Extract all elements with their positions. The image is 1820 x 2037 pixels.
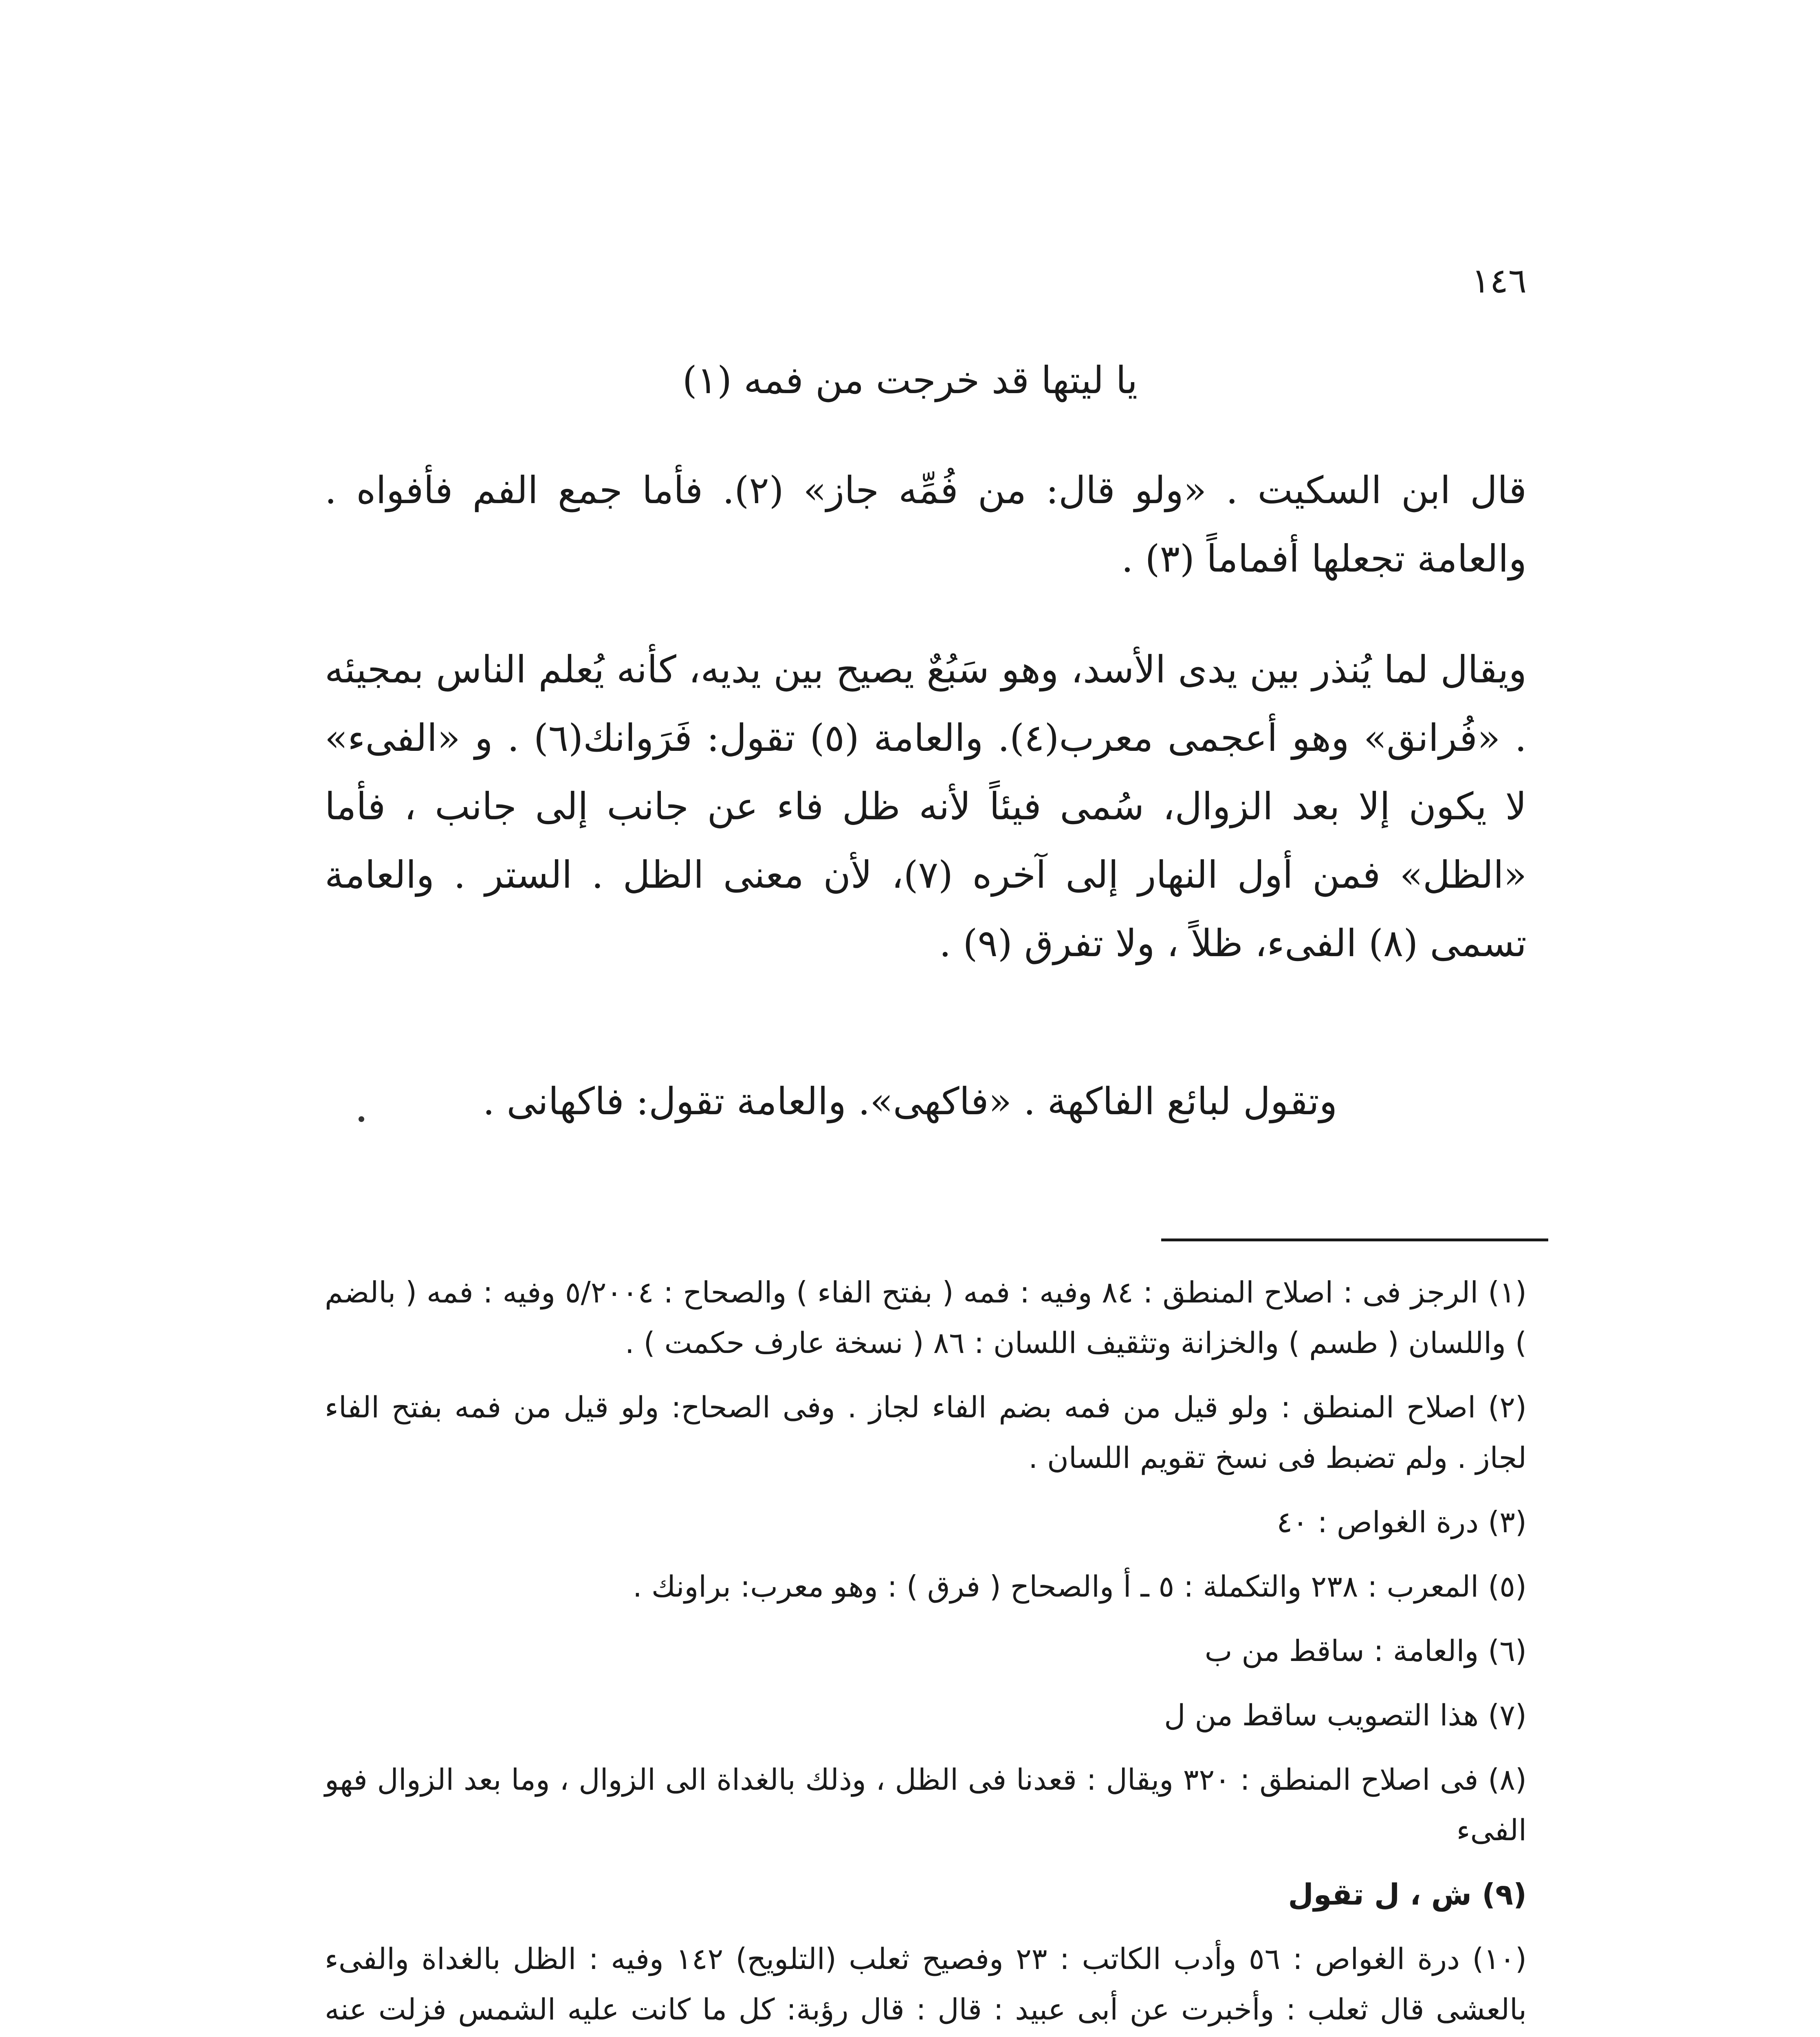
paragraph-1: قال ابن السكيت . «ولو قال: من فُمِّه جاز» (٢). فأما جمع الفم فأفواه . والعامة تجعلها أفماماً (٣) . <box>325 469 1527 581</box>
footnote-number: (١٠) <box>1472 1942 1527 1976</box>
footnote-6 <box>325 1626 1527 1676</box>
footnote-separator <box>1161 1238 1548 1241</box>
verse-line: يا ليتها قد خرجت من فمه (١) <box>682 359 1138 402</box>
footnote-8 <box>325 1754 1527 1855</box>
footnote-text: فى اصلاح المنطق : ٣٢٠ ويقال : قعدنا فى الظل ، وذلك بالغداة الى الزوال ، وما بعد الزوال فهو الفىء <box>325 1762 1527 1847</box>
footnote-2 <box>325 1382 1527 1483</box>
footnote-3 <box>325 1497 1527 1547</box>
footnote-number: (٣) <box>1488 1505 1527 1539</box>
footnote-10 <box>325 1934 1527 2037</box>
footnote-number: (٥) <box>1488 1569 1527 1604</box>
footnote-text: اصلاح المنطق : ولو قيل من فمه بضم الفاء لجاز . وفى الصحاح: ولو قيل من فمه بفتح الفاء لجاز . ولم تضبط فى نسخ تقويم اللسان . <box>325 1390 1527 1475</box>
footnote-text: درة الغواص : ٥٦ وأدب الكاتب : ٢٣ وفصيح ثعلب (التلويح) ١٤٢ وفيه : الظل بالغداة والفىء بالعشى قال ثعلب : وأخبرت عن أبى عبيد : قال : قال رؤبة: كل ما كانت عليه الشمس فزلت عنه <box>325 1942 1527 2026</box>
footnotes <box>325 1267 1527 2037</box>
footnote-number: (٨) <box>1488 1762 1527 1797</box>
footnote-number: (١) <box>1488 1275 1527 1309</box>
footnote-1 <box>325 1267 1527 1368</box>
footnote-number: (٦) <box>1488 1634 1527 1668</box>
footnote-text: هذا التصويب ساقط من ل <box>1164 1698 1479 1732</box>
footnote-text: الرجز فى : اصلاح المنطق : ٨٤ وفيه : فمه ( بفتح الفاء ) والصحاح : ٥/٢٠٠٤ وفيه : فمه ( بالضم ) واللسان ( طسم ) والخزانة وتثقيف اللسان : ٨٦ ( نسخة عارف حكمت ) . <box>325 1275 1527 1360</box>
footnote-text: ش ، ل تقول <box>1288 1877 1472 1912</box>
footnote-number: (٢) <box>1488 1390 1527 1424</box>
footnote-text: والعامة : ساقط من ب <box>1204 1634 1479 1668</box>
footnote-5 <box>325 1561 1527 1612</box>
footnote-9 <box>325 1869 1527 1920</box>
footnote-number: (٧) <box>1488 1698 1527 1732</box>
footnote-7 <box>325 1690 1527 1740</box>
footnote-number: (٩) <box>1482 1877 1527 1912</box>
footnote-text: درة الغواص : ٤٠ <box>1276 1505 1479 1539</box>
paragraph-2: ويقال لما يُنذر بين يدى الأسد، وهو سَبُعٌ يصيح بين يديه، كأنه يُعلم الناس بمجيئه . «فُرانق» وهو أعجمى معرب(٤). والعامة (٥) تقول: فَرَوانك(٦) . و «الفىء» لا يكون إلا بعد الزوال، سُمى فيئاً لأنه ظل فاء عن جانب إلى جانب ، فأما «الظل» فمن أول النهار إلى آخره (٧)، لأن معنى الظل . الستر . والعامة تسمى (٨) الفىء، ظلاً ، ولا تفرق (٩) . <box>325 648 1527 965</box>
paragraph-3: وتقول لبائع الفاكهة . «فاكهى». والعامة تقول: فاكهانى . <box>482 1080 1338 1123</box>
footnote-text: المعرب : ٢٣٨ والتكملة : ٥ ـ أ والصحاح ( فرق ) : وهو معرب: براونك . <box>633 1569 1479 1604</box>
page-number: ١٤٦ <box>1471 261 1527 301</box>
stray-dot <box>359 1116 364 1122</box>
